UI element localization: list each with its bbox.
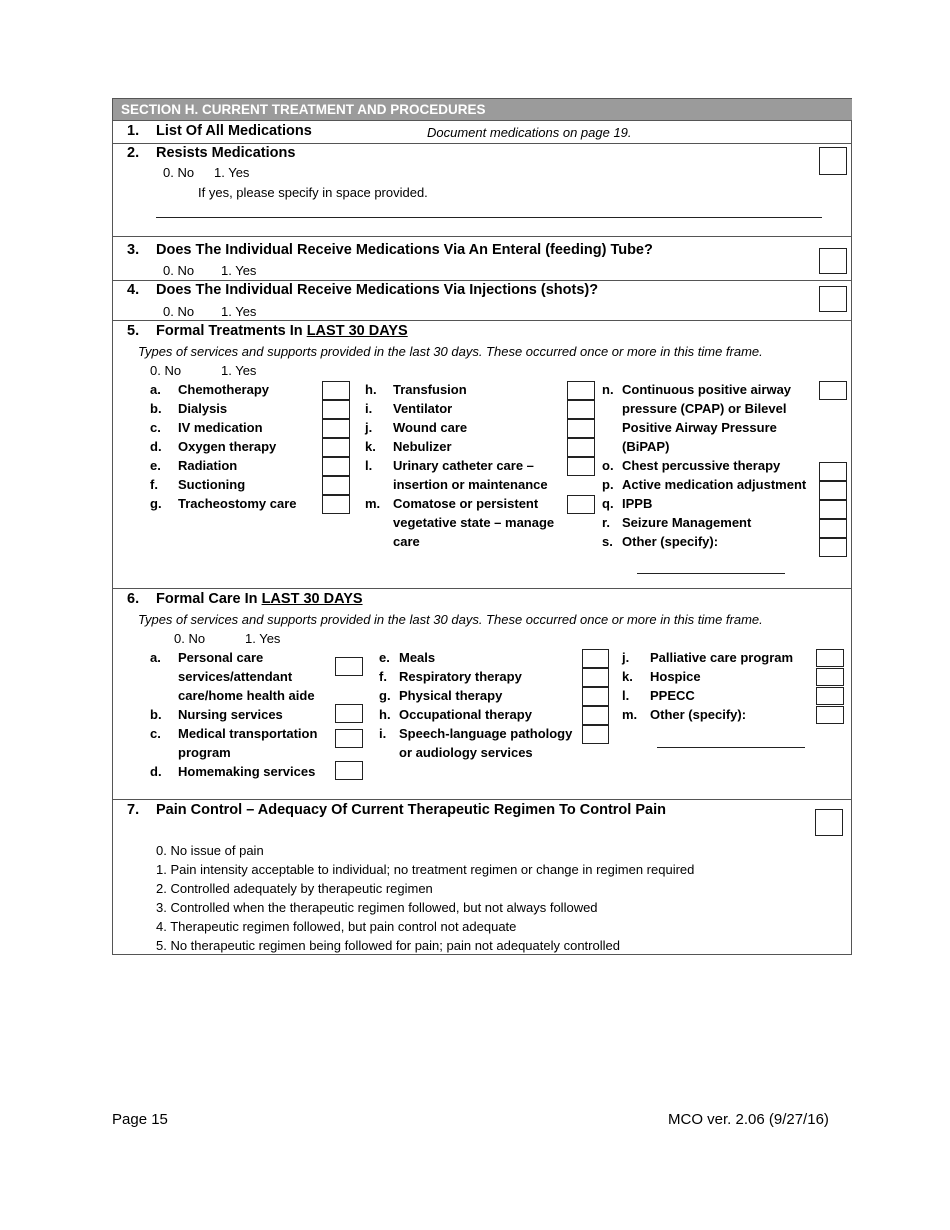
q6-title-prefix: Formal Care In <box>156 591 262 607</box>
q5-col3-item-s-letter: s. <box>602 534 613 549</box>
q6-col1-item-c-checkbox[interactable] <box>335 729 363 748</box>
q5-col2-item-m-checkbox[interactable] <box>567 495 595 514</box>
divider <box>113 799 852 800</box>
q5-col3-item-n-label: pressure (CPAP) or Bilevel <box>622 401 787 416</box>
q2-specify-line[interactable] <box>156 217 822 218</box>
q5-col2-item-l-letter: l. <box>365 458 373 473</box>
q5-col1-item-a-letter: a. <box>150 382 161 397</box>
q4-title: Does The Individual Receive Medications Via Injections (shots)? <box>156 282 599 298</box>
q6-title-underlined: LAST 30 DAYS <box>261 591 363 607</box>
q6-col2-item-e-checkbox[interactable] <box>582 649 609 668</box>
q5-col3-item-n-label: (BiPAP) <box>622 439 670 454</box>
q5-title-underlined: LAST 30 DAYS <box>306 323 408 339</box>
q5-col2-item-k-label: Nebulizer <box>393 439 452 454</box>
q6-option-no: 0. No <box>174 631 206 646</box>
q5-col1-item-b-checkbox[interactable] <box>322 400 350 419</box>
q6-title <box>156 591 363 607</box>
q6-col3-item-k-letter: k. <box>622 669 633 684</box>
q6-col2-item-f-checkbox[interactable] <box>582 668 609 687</box>
q5-col2-item-h-letter: h. <box>365 382 377 397</box>
q6-col1-item-a-letter: a. <box>150 650 161 665</box>
q5-col2-item-i-letter: i. <box>365 401 373 416</box>
divider <box>113 236 852 237</box>
q5-col2-item-j-letter: j. <box>365 420 373 435</box>
q5-col2-item-l-checkbox[interactable] <box>567 457 595 476</box>
q5-title-prefix: Formal Treatments In <box>156 323 307 339</box>
q5-col1-item-c-checkbox[interactable] <box>322 419 350 438</box>
q3-number: 3. <box>127 242 140 258</box>
q5-col3-item-r-label: Seizure Management <box>622 515 752 530</box>
section-header: SECTION H. CURRENT TREATMENT AND PROCEDURES <box>113 99 852 120</box>
q5-col3-item-s-checkbox[interactable] <box>819 538 847 557</box>
q6-col2-item-g-checkbox[interactable] <box>582 687 609 706</box>
q5-col3-item-o-letter: o. <box>602 458 614 473</box>
q3-title: Does The Individual Receive Medications Via An Enteral (feeding) Tube? <box>156 242 653 258</box>
q5-col1-item-c-label: IV medication <box>178 420 263 435</box>
q7-option: 5. No therapeutic regimen being followed for pain; pain not adequately controlled <box>156 938 620 953</box>
q6-col3-item-l-checkbox[interactable] <box>816 687 844 705</box>
q6-col1-item-a-checkbox[interactable] <box>335 657 363 676</box>
q5-description: Types of services and supports provided in the last 30 days. These occurred once or more in this time frame. <box>138 344 763 359</box>
q5-option-no: 0. No <box>150 363 182 378</box>
q2-answer-box[interactable] <box>819 147 847 175</box>
q5-col1-item-d-letter: d. <box>150 439 162 454</box>
q1-title: List Of All Medications <box>156 123 312 139</box>
q3-answer-box[interactable] <box>819 248 847 274</box>
q6-col1-item-c-label: program <box>178 745 231 760</box>
q6-col1-item-d-letter: d. <box>150 764 162 779</box>
q6-other-specify-line[interactable] <box>657 747 805 748</box>
q5-col2-item-j-label: Wound care <box>393 420 468 435</box>
q5-col3-item-r-checkbox[interactable] <box>819 519 847 538</box>
q6-col1-item-b-letter: b. <box>150 707 162 722</box>
q2-specify-instruction: If yes, please specify in space provided. <box>198 185 428 200</box>
q2-option-yes: 1. Yes <box>214 165 250 180</box>
q5-col1-item-a-checkbox[interactable] <box>322 381 350 400</box>
q1-note: Document medications on page 19. <box>427 125 632 140</box>
q5-col2-item-k-checkbox[interactable] <box>567 438 595 457</box>
q6-col2-item-f-letter: f. <box>379 669 387 684</box>
q6-col3-item-j-letter: j. <box>622 650 630 665</box>
q6-col2-item-i-letter: i. <box>379 726 387 741</box>
q3-option-no: 0. No <box>163 263 195 278</box>
q5-col1-item-f-checkbox[interactable] <box>322 476 350 495</box>
q6-col2-item-h-checkbox[interactable] <box>582 706 609 725</box>
q5-col1-item-b-letter: b. <box>150 401 162 416</box>
q6-col3-item-l-label: PPECC <box>650 688 695 703</box>
q5-col3-item-p-label: Active medication adjustment <box>622 477 807 492</box>
q5-col2-item-m-letter: m. <box>365 496 381 511</box>
q6-col1-item-b-checkbox[interactable] <box>335 704 363 723</box>
q5-col3-item-o-checkbox[interactable] <box>819 462 847 481</box>
q5-col1-item-d-label: Oxygen therapy <box>178 439 277 454</box>
q5-col2-item-m-label: Comatose or persistent <box>393 496 539 511</box>
q5-col1-item-e-checkbox[interactable] <box>322 457 350 476</box>
q2-number: 2. <box>127 145 140 161</box>
q6-col1-item-b-label: Nursing services <box>178 707 283 722</box>
q6-col2-item-f-label: Respiratory therapy <box>399 669 522 684</box>
q2-title: Resists Medications <box>156 145 296 161</box>
q5-col2-item-k-letter: k. <box>365 439 376 454</box>
q6-col1-item-d-label: Homemaking services <box>178 764 316 779</box>
q7-option: 1. Pain intensity acceptable to individual; no treatment regimen or change in regimen required <box>156 862 695 877</box>
q7-option: 2. Controlled adequately by therapeutic regimen <box>156 881 433 896</box>
divider <box>113 320 852 321</box>
q5-col3-item-n-label: Positive Airway Pressure <box>622 420 777 435</box>
divider <box>113 143 852 144</box>
q5-col1-item-g-letter: g. <box>150 496 162 511</box>
q5-col1-item-g-label: Tracheostomy care <box>178 496 297 511</box>
q6-col1-item-a-label: services/attendant <box>178 669 293 684</box>
q5-col1-item-b-label: Dialysis <box>178 401 228 416</box>
q4-number: 4. <box>127 282 140 298</box>
q6-col1-item-a-label: Personal care <box>178 650 264 665</box>
q6-col3-item-k-label: Hospice <box>650 669 701 684</box>
q6-col3-item-m-label: Other (specify): <box>650 707 747 722</box>
q5-col1-item-c-letter: c. <box>150 420 161 435</box>
q6-col3-item-j-checkbox[interactable] <box>816 649 844 667</box>
q4-option-yes: 1. Yes <box>221 304 257 319</box>
q6-col2-item-i-label: or audiology services <box>399 745 533 760</box>
q5-option-yes: 1. Yes <box>221 363 257 378</box>
q5-col1-item-e-letter: e. <box>150 458 161 473</box>
q5-col2-item-h-label: Transfusion <box>393 382 467 397</box>
q7-title: Pain Control – Adequacy Of Current Therapeutic Regimen To Control Pain <box>156 802 666 818</box>
q5-col1-item-d-checkbox[interactable] <box>322 438 350 457</box>
q7-option: 3. Controlled when the therapeutic regimen followed, but not always followed <box>156 900 598 915</box>
section-h-form <box>112 98 852 955</box>
q5-col3-item-n-letter: n. <box>602 382 614 397</box>
q6-col1-item-c-label: Medical transportation <box>178 726 318 741</box>
q6-col3-item-l-letter: l. <box>622 688 630 703</box>
q2-option-no: 0. No <box>163 165 195 180</box>
q6-col1-item-a-label: care/home health aide <box>178 688 315 703</box>
q6-number: 6. <box>127 591 140 607</box>
q6-option-yes: 1. Yes <box>245 631 281 646</box>
q6-col2-item-e-letter: e. <box>379 650 390 665</box>
q6-col2-item-i-label: Speech-language pathology <box>399 726 573 741</box>
q6-col2-item-e-label: Meals <box>399 650 436 665</box>
divider <box>113 280 852 281</box>
page-number: Page 15 <box>112 1111 168 1128</box>
q5-col1-item-a-label: Chemotherapy <box>178 382 270 397</box>
q6-col2-item-g-label: Physical therapy <box>399 688 503 703</box>
q7-option: 0. No issue of pain <box>156 843 264 858</box>
q5-col2-item-l-label: insertion or maintenance <box>393 477 548 492</box>
q5-col2-item-i-checkbox[interactable] <box>567 400 595 419</box>
q5-col3-item-q-letter: q. <box>602 496 614 511</box>
q5-col3-item-q-checkbox[interactable] <box>819 500 847 519</box>
q6-description: Types of services and supports provided in the last 30 days. These occurred once or more in this time frame. <box>138 612 763 627</box>
divider <box>113 120 852 121</box>
q5-col1-item-f-letter: f. <box>150 477 158 492</box>
q7-number: 7. <box>127 802 140 818</box>
q5-col3-item-p-letter: p. <box>602 477 614 492</box>
q4-answer-box[interactable] <box>819 286 847 312</box>
q7-option: 4. Therapeutic regimen followed, but pain control not adequate <box>156 919 517 934</box>
q5-col2-item-h-checkbox[interactable] <box>567 381 595 400</box>
q5-col1-item-f-label: Suctioning <box>178 477 246 492</box>
q5-col3-item-r-letter: r. <box>602 515 610 530</box>
q5-col2-item-j-checkbox[interactable] <box>567 419 595 438</box>
q6-col3-item-m-letter: m. <box>622 707 638 722</box>
form-version: MCO ver. 2.06 (9/27/16) <box>668 1111 829 1128</box>
q6-col2-item-g-letter: g. <box>379 688 391 703</box>
q5-col1-item-g-checkbox[interactable] <box>322 495 350 514</box>
q6-col3-item-j-label: Palliative care program <box>650 650 794 665</box>
q6-col1-item-c-letter: c. <box>150 726 161 741</box>
q6-col3-item-m-checkbox[interactable] <box>816 706 844 724</box>
q5-col3-item-p-checkbox[interactable] <box>819 481 847 500</box>
divider <box>113 588 852 589</box>
q5-col3-item-o-label: Chest percussive therapy <box>622 458 781 473</box>
q5-col3-item-q-label: IPPB <box>622 496 653 511</box>
q5-col2-item-l-label: Urinary catheter care – <box>393 458 534 473</box>
q5-title <box>156 323 408 339</box>
q5-col3-item-n-label: Continuous positive airway <box>622 382 792 397</box>
q5-other-specify-line[interactable] <box>637 573 785 574</box>
q3-option-yes: 1. Yes <box>221 263 257 278</box>
q5-col1-item-e-label: Radiation <box>178 458 238 473</box>
q5-number: 5. <box>127 323 140 339</box>
q5-col3-item-n-checkbox[interactable] <box>819 381 847 400</box>
q5-col2-item-i-label: Ventilator <box>393 401 453 416</box>
q6-col2-item-h-letter: h. <box>379 707 391 722</box>
q6-col2-item-i-checkbox[interactable] <box>582 725 609 744</box>
q5-col3-item-s-label: Other (specify): <box>622 534 719 549</box>
q4-option-no: 0. No <box>163 304 195 319</box>
q6-col2-item-h-label: Occupational therapy <box>399 707 532 722</box>
q5-col2-item-m-label: care <box>393 534 420 549</box>
q6-col3-item-k-checkbox[interactable] <box>816 668 844 686</box>
q5-col2-item-m-label: vegetative state – manage <box>393 515 555 530</box>
q6-col1-item-d-checkbox[interactable] <box>335 761 363 780</box>
q1-number: 1. <box>127 123 140 139</box>
q7-answer-box[interactable] <box>815 809 843 836</box>
